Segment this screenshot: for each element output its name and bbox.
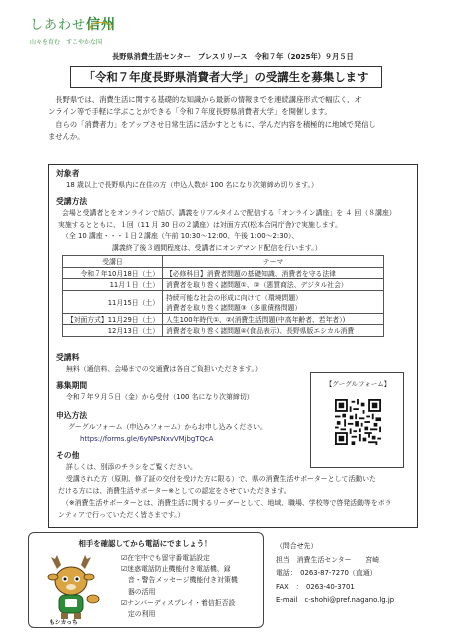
qr-code-panel xyxy=(310,372,404,468)
schedule-date: 令和７年10月18日（土） xyxy=(63,267,163,279)
tip-item: 器の活用 xyxy=(121,587,156,596)
logo-tagline: 山々を育む すこやかな国 xyxy=(30,39,103,46)
schedule-date: 11月１日（土） xyxy=(63,279,163,291)
contact-title: （問合せ先） xyxy=(276,542,318,550)
other-line: 詳しくは、別添のチラシをご覧ください。 xyxy=(66,463,197,471)
schedule-date: 【対面方式】11月29日（土） xyxy=(63,313,163,325)
schedule-theme: 消費者を取り巻く諸問題④(食品表示)、長野県版エシカル消費 xyxy=(163,325,384,337)
table-row xyxy=(63,290,384,313)
logo-kanji: 信州 xyxy=(86,17,117,33)
intro-paragraph xyxy=(48,94,418,144)
notice-heading: 相手を確認してから電話にでましょう！ xyxy=(78,539,212,548)
logo-kana: しあわせ xyxy=(30,18,87,33)
other-line: 受講された方（原則、修了証の交付を受けた方に限る）で、県の消費生活サポーターとして活動いた xyxy=(66,475,376,483)
apply-form-link[interactable]: https://forms.gle/6yNPsNxvVMjbgTQcA xyxy=(80,435,214,443)
qr-label: 【グーグルフォーム】 xyxy=(325,380,391,388)
contact-fax: FAX ： 0263-40-3701 xyxy=(276,582,355,591)
schedule-date: 12月13日（土） xyxy=(63,325,163,337)
method-line: 講義終了後３週間程度は、受講者にオンデマンド配信を行います。） xyxy=(112,243,322,252)
table-header-row xyxy=(63,256,384,268)
press-release-header: 長野県消費生活センター プレスリリース 令和７年（2025年）９月５日 xyxy=(112,52,354,61)
schedule-theme-line: 持続可能な社会の形成に向けて（環境問題） xyxy=(166,293,302,302)
target-heading: 対象者 xyxy=(56,169,80,178)
fee-text: 無料（通信料、会場までの交通費は各自ご負担いただきます。） xyxy=(66,365,262,373)
page-title: 「令和７年度長野県消費者大学」の受講生を募集します xyxy=(70,66,382,88)
period-text: 令和７年９月５日（金）から受付（100 名になり次第締切） xyxy=(66,393,254,401)
method-line: 実施するとともに、１回（11 月 30 日の２講座）は対面方式(松本合同庁舎)で実施します。 xyxy=(58,220,342,229)
schedule-theme: 【必修科目】消費者問題の基礎知識、消費者を守る法律 xyxy=(163,267,384,279)
period-heading: 募集期間 xyxy=(56,381,88,390)
tip-item: 音・警告メッセージ機能付き対策機 xyxy=(121,576,238,585)
schedule-theme xyxy=(163,290,384,313)
deer-mascot-icon xyxy=(39,555,105,623)
other-line: ンティアで行っていただく皆さまです。） xyxy=(58,511,185,519)
schedule-theme: 消費者を取り巻く諸問題①、②（悪質商法、デジタル社会） xyxy=(163,279,384,291)
tip-item: 定の利用 xyxy=(121,610,156,619)
contact-person: 担当 消費生活センター 宮崎 xyxy=(276,555,380,564)
tip-item: ☑ナンバーディスプレイ・着信拒否設 xyxy=(121,598,236,607)
table-row xyxy=(63,279,384,291)
method-line: （全 10 講座・・・１日２講座（午前 10:30～12:00、午後 1:00～2:30）、 xyxy=(62,232,299,240)
qr-code-icon[interactable] xyxy=(335,399,381,445)
schedule-theme: 人生100年時代①、②(消費生活問題(中高年齢者、若年者）) xyxy=(163,313,384,325)
intro-line: 長野県では、消費生活に関する基礎的な知識から最新の情報までを連続講座形式で幅広く、オ xyxy=(55,95,362,104)
column-header-theme: テーマ xyxy=(163,256,384,268)
logo-swirl-icon xyxy=(90,22,112,32)
mascot-name: もシカっち xyxy=(49,620,78,626)
fee-heading: 受講料 xyxy=(56,353,80,362)
schedule-table xyxy=(62,255,384,337)
intro-line: ませんか。 xyxy=(48,132,85,142)
method-line: 会場と受講者とをオンラインで結び、講義をリアルタイムで配信する「オンライン講座」を ４ 回（８講座） xyxy=(62,209,396,217)
schedule-date: 11月15日（土） xyxy=(63,290,163,313)
contact-tel: 電話： 0263-87-7270（直通） xyxy=(276,569,377,578)
schedule-theme-line: 消費者を取り巻く諸問題③（多重債務問題） xyxy=(166,303,302,312)
other-line: （※消費生活サポーターとは、消費生活に関するリーダーとして、地域、職場、学校等で啓発活動等をボラ xyxy=(62,499,392,507)
apply-heading: 申込方法 xyxy=(56,411,88,420)
intro-line: ンライン等で手軽に学ぶことができる「令和７年度長野県消費者大学」を開催します。 xyxy=(48,107,332,117)
other-heading: その他 xyxy=(56,451,80,460)
tip-item: ☑迷惑電話防止機能付き電話機、録 xyxy=(121,565,231,574)
other-line: だける方には、消費生活サポーター※としての認定をさせていただきます。 xyxy=(58,487,291,495)
column-header-date: 受講日 xyxy=(63,256,163,268)
apply-text: グーグルフォーム（申込みフォーム）からお申し込みください。 xyxy=(68,423,267,431)
table-row xyxy=(63,313,384,325)
tip-item: ☑在宅中でも留守番電話設定 xyxy=(121,554,210,562)
method-heading: 受講方法 xyxy=(56,197,88,206)
intro-line: 自らの「消費者力」をアップさせ日常生活に活かすとともに、学んだ内容を積極的に地域で発信し xyxy=(55,119,376,129)
contact-email[interactable]: E-mail c-shohi@pref.nagano.lg.jp xyxy=(276,596,395,605)
tips-list xyxy=(121,553,238,620)
table-row xyxy=(63,325,384,337)
contact-info xyxy=(276,540,394,608)
table-row xyxy=(63,267,384,279)
phone-safety-notice xyxy=(28,532,264,628)
target-text: 18 歳以上で長野県内に在住の方（申込人数が 100 名になり次第締め切ります。） xyxy=(66,181,318,189)
